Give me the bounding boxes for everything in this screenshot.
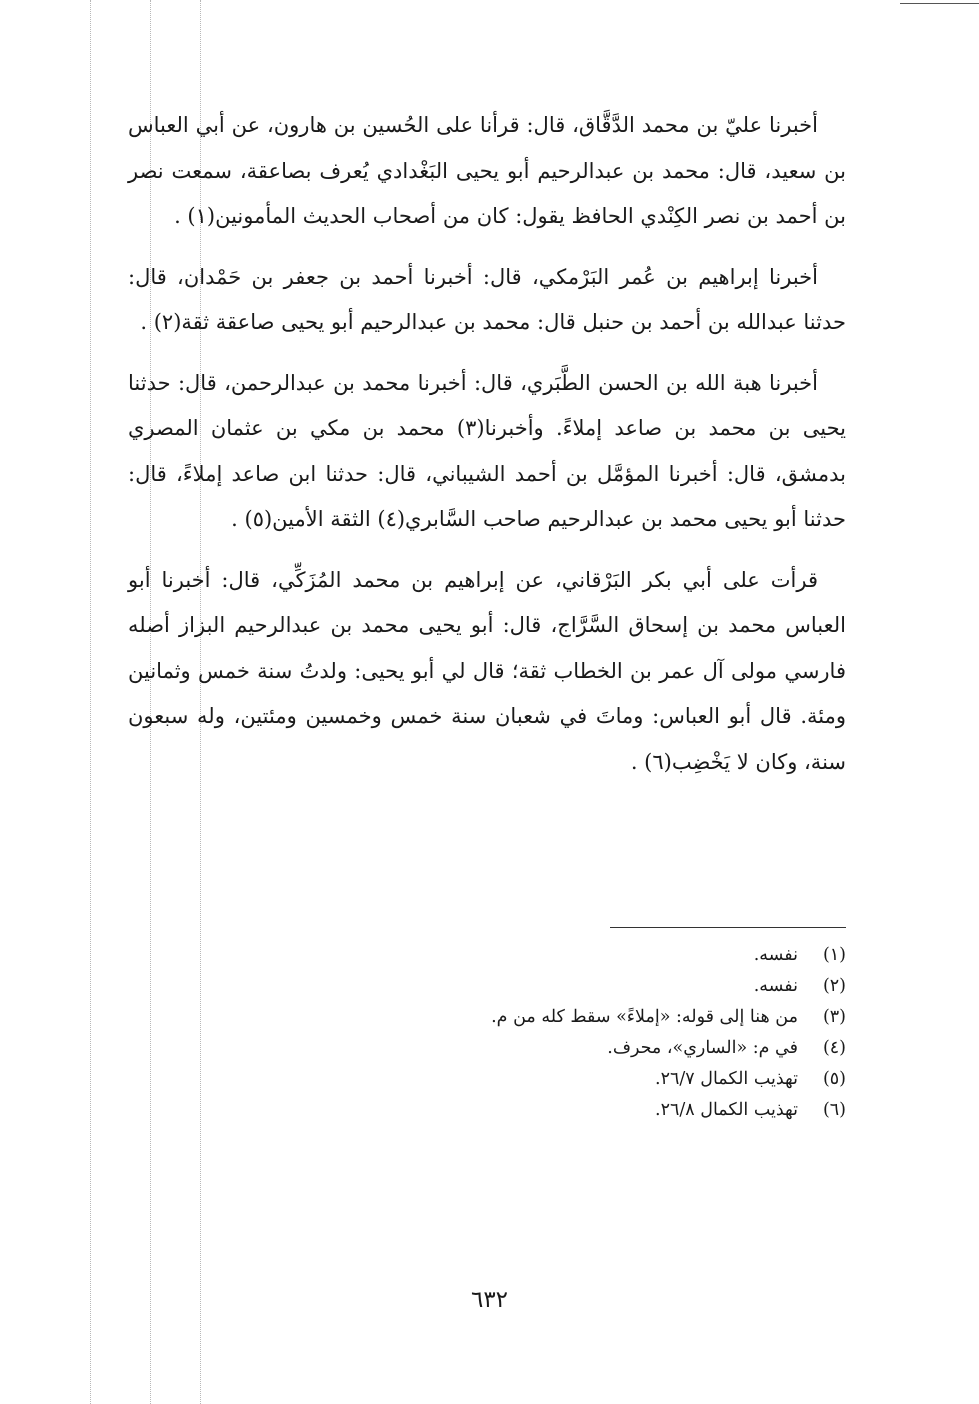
page-number: ٦٣٢: [470, 1287, 509, 1313]
footnote-item: [246, 1064, 846, 1095]
footnote-number: (٥): [822, 1069, 846, 1089]
top-edge-rule: [900, 3, 979, 4]
footnote-text: تهذيب الكمال ٢٦/٨.: [654, 1100, 798, 1120]
footnote-number: (١): [822, 945, 846, 965]
footnote-text: نفسه.: [753, 976, 798, 996]
footnote-text: من هنا إلى قوله: «إملاءً» سقط كله من م.: [491, 1007, 798, 1027]
footnote-item: [246, 971, 846, 1002]
main-text: [128, 103, 846, 800]
footnote-item: [246, 1095, 846, 1126]
paragraph-3: أخبرنا هبة الله بن الحسن الطَّبَري، قال: أخبرنا محمد بن عبدالرحمن، قال: حدثنا يحيى بن محمد بن صاعد إملاءً. وأخبرنا(٣) محمد بن مكي بن عثمان المصري بدمشق، قال: أخبرنا المؤمَّل بن أحمد الشيباني، قال: حدثنا ابن صاعد إملاءً، قال: حدثنا أبو يحيى محمد بن عبدالرحيم صاحب السَّابري(٤) الثقة الأمين(٥) .: [128, 370, 846, 531]
paragraph-2: أخبرنا إبراهيم بن عُمر البَرْمكي، قال: أخبرنا أحمد بن جعفر بن حَمْدان، قال: حدثنا عبدالله بن أحمد بن حنبل قال: محمد بن عبدالرحيم أبو يحيى صاعقة ثقة(٢) .: [128, 264, 846, 334]
footnote-item: [246, 1033, 846, 1064]
footnote-text: في م: «الساري»، محرف.: [607, 1038, 798, 1058]
paragraph-4: قرأت على أبي بكر البَرْقاني، عن إبراهيم بن محمد المُزَكِّي، قال: أخبرنا أبو العباس محمد بن إسحاق السَّرَّاج، قال: أبو يحيى محمد بن عبدالرحيم البزاز أصله فارسي مولى آل عمر بن الخطاب ثقة؛ قال لي أبو يحيى: ولدتُ سنة خمس وثمانين ومئة. قال أبو العباس: وماتَ في شعبان سنة خمس وخمسين ومئتين، وله سبعون سنة، وكان لا يَخْضِب(٦) .: [128, 567, 846, 774]
footnote-number: (٢): [822, 976, 846, 996]
footnote-number: (٣): [822, 1007, 846, 1027]
footnote-item: [246, 1002, 846, 1033]
footnote-separator: [610, 927, 846, 928]
footnote-text: تهذيب الكمال ٢٦/٧.: [654, 1069, 798, 1089]
paragraph-1: أخبرنا عليّ بن محمد الدَّقَّاق، قال: قرأنا على الحُسين بن هارون، عن أبي العباس بن سعيد، قال: محمد بن عبدالرحيم أبو يحيى البَغْدادي يُعرف بصاعقة، سمعت نصر بن أحمد بن نصر الكِنْدي الحافظ يقول: كان من أصحاب الحديث المأمونين(١) .: [128, 113, 846, 228]
footnote-item: [246, 940, 846, 971]
scan-artifact-line: [90, 0, 91, 1404]
footnote-text: نفسه.: [753, 945, 798, 965]
footnote-number: (٦): [822, 1100, 846, 1120]
footnote-number: (٤): [822, 1038, 846, 1058]
footnotes: [246, 940, 846, 1126]
